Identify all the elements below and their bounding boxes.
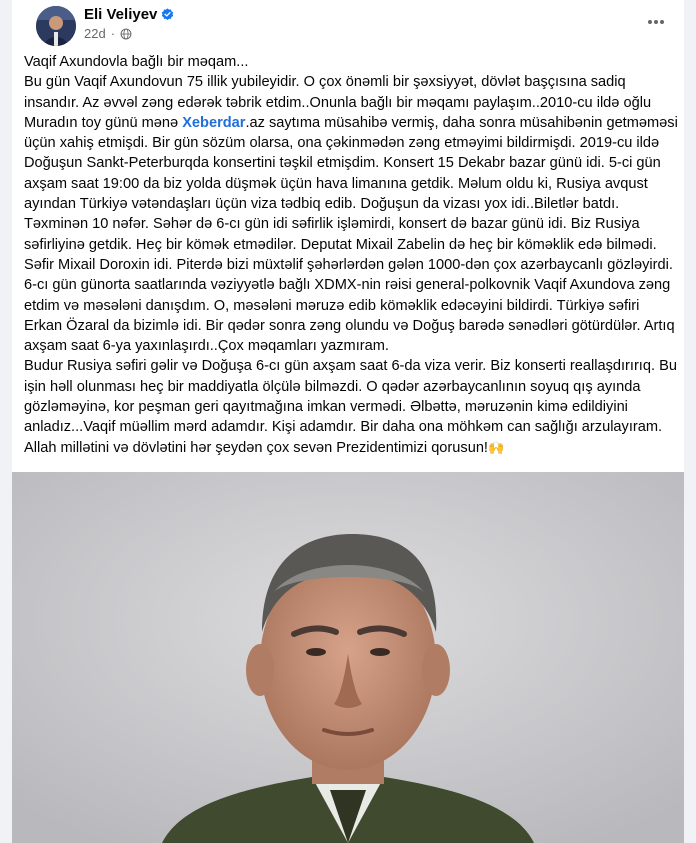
more-options-button[interactable] [644, 10, 668, 34]
post-text-segment: Bu gün Vaqif Axundovun 75 illik yubileyidir. O çox önəmli bir şəxsiyyət, dövlət başçısına sadiq insandır. Az əvvəl zəng edərək təbrik etdim..Onunla bağlı bir məqamı paylaşım..2010-cu ildə oğlu Muradın toy günü mənə [24, 74, 652, 131]
author-avatar[interactable] [36, 6, 76, 46]
avatar-image [36, 6, 76, 46]
post-paragraph-closing [24, 356, 680, 457]
globe-icon[interactable] [120, 28, 132, 40]
post-photo[interactable] [12, 472, 684, 843]
post-text-segment: Budur Rusiya səfiri gəlir və Doğuşa 6-cı gün axşam saat 6-da viza verir. Biz konserti reallaşdırırıq. Bu işin həll olunması heç bir maddiyatla ölçülə bilməzdi. O qədər azərbaycanlının soyuq qış ayında gözləməyinə, kor peşman geri qayıtmağına imkan vermədi. Əlbəttə, məruzənin kimə edildiyini anladız...Vaqif müəllim mərd adamdır. Kişi adamdır. Bir daha ona möhkəm can sağlığı arzulayıram. Allah millətini və dövlətini hər şeydən çox sevən Prezidentimizi qorusun! [24, 358, 677, 456]
meta-separator: · [110, 26, 116, 41]
xeberdar-link[interactable]: Xeberdar [182, 114, 246, 131]
more-options-icon [647, 19, 665, 25]
post-paragraph-intro: Vaqif Axundovla bağlı bir məqam... [24, 54, 249, 70]
portrait-image [12, 472, 684, 843]
author-name[interactable] [84, 6, 174, 23]
verified-badge-icon [161, 8, 174, 21]
raising-hands-emoji: 🙌 [488, 439, 505, 455]
post-paragraph-main [24, 72, 680, 356]
author-name-text[interactable]: Eli Veliyev [84, 6, 158, 23]
post-timestamp[interactable]: 22d [84, 26, 106, 41]
post-card [12, 0, 684, 843]
post-body [24, 52, 680, 458]
post-header [12, 0, 684, 48]
post-meta [84, 26, 132, 41]
post-text-segment: .az saytıma müsahibə vermiş, daha sonra müsahibənin getməməsi üçün xahiş etmişdi. Bir gün sözüm olarsa, ona çəkinmədən zəng etməyimi bildirmişdi. 2019-cu ildə Doğuşun Sankt-Peterburqda konsertini təşkil etmişdim. Konsert 15 Dekabr bazar günü idi. 5-ci gün axşam saat 19:00 da biz yolda düşmək üçün hava limanına getdik. Məlum oldu ki, Rusiya avqust ayından Türkiyə vətəndaşları üçün viza tədbiq edib. Doğuşun da vizası yox idi..Biletlər batdı. Təxminən 10 nəfər. Səhər də 6-cı gün idi səfirlik işləmirdi, konsert də bazar günü idi. Biz Rusiya səfirliyinə getdik. Heç bir kömək etmədilər. Deputat Mixail Zabelin də heç bir köməklik edə bilmədi. Səfir Mixail Doroxin idi. Piterdə bizi müxtəlif şəhərlərdən gələn 1000-dən çox azərbaycanlı gözləyirdi. 6-cı gün günorta saatlarında vəziyyətlə bağlı XDMX-nin rəisi general-polkovnik Vaqif Axundova zəng etdim və məsələni danışdım. O, məsələni məruzə edib köməklik edəcəyini bildirdi. Türkiyə səfiri Erkan Özaral da bizimlə idi. Bir qədər sonra zəng olundu və Doğuş barədə sənədləri götürdülər. Artıq axşam saat 6-ya yaxınlaşırdı..Çox məqamları yazmıram. [24, 114, 678, 355]
